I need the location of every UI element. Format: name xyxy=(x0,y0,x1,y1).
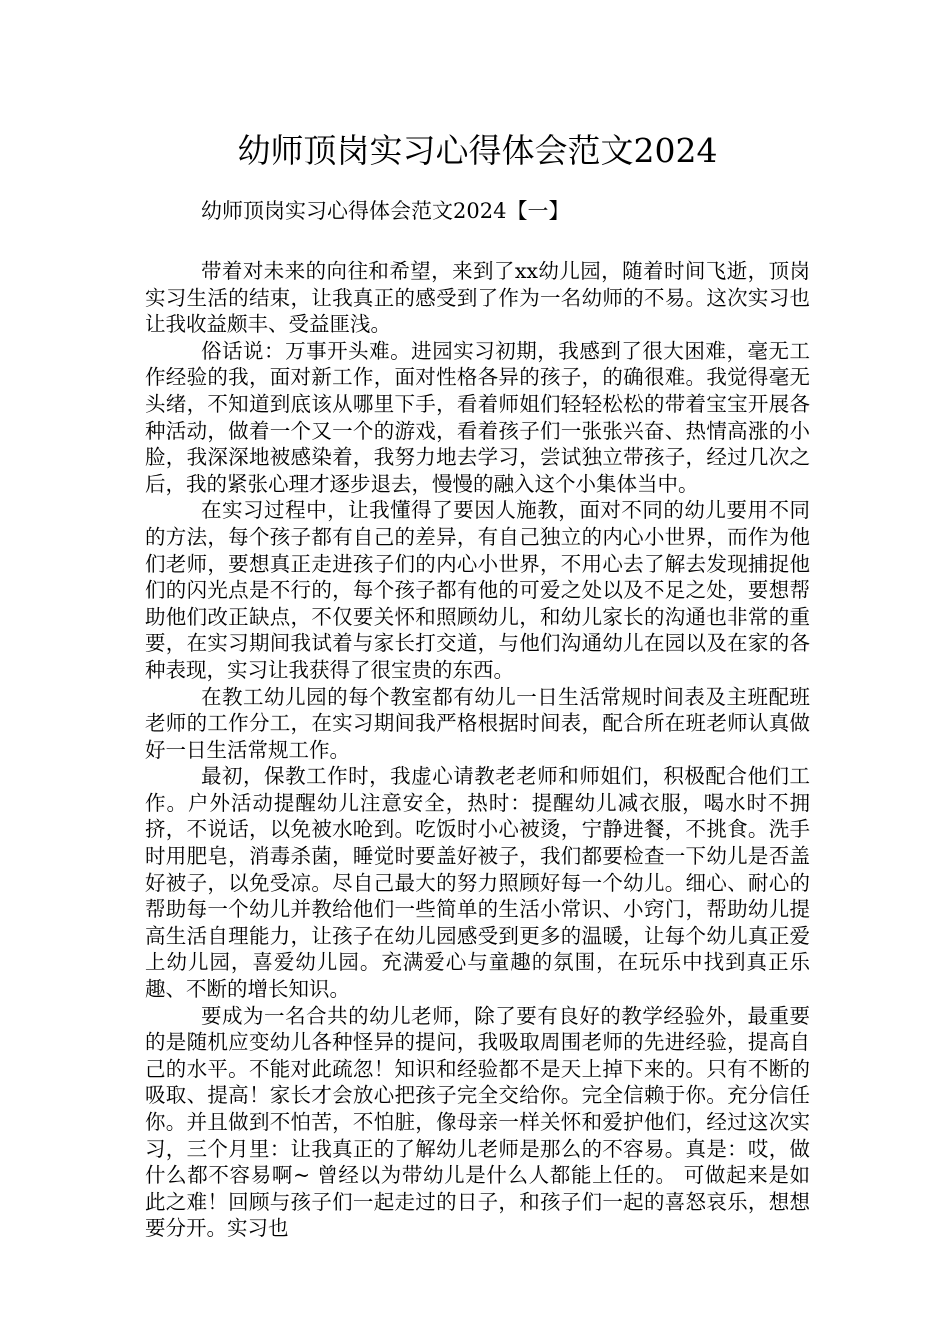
document-title: 幼师顶岗实习心得体会范文2024 xyxy=(237,131,718,170)
document-body xyxy=(145,258,810,1242)
paragraph-4: 在教工幼儿园的每个教室都有幼儿一日生活常规时间表及主班配班老师的工作分工，在实习期间我严格根据时间表，配合所在班老师认真做好一日生活常规工作。 xyxy=(145,684,810,762)
paragraph-2: 俗话说：万事开头难。进园实习初期，我感到了很大困难，毫无工作经验的我，面对新工作，面对性格各异的孩子，的确很难。我觉得毫无头绪，不知道到底该从哪里下手，看着师姐们轻轻松松的带着宝宝开展各种活动，做着一个又一个的游戏，看着孩子们一张张兴奋、热情高涨的小脸，我深深地被感染着，我努力地去学习，尝试独立带孩子，经过几次之后，我的紧张心理才逐步退去，慢慢的融入这个小集体当中。 xyxy=(145,338,810,496)
paragraph-6: 要成为一名合共的幼儿老师，除了要有良好的教学经验外，最重要的是随机应变幼儿各种怪异的提问，我吸取周围老师的先进经验，提高自己的水平。不能对此疏忽！知识和经验都不是天上掉下来的。只有不断的吸取、提高！家长才会放心把孩子完全交给你。完全信赖于你。充分信任你。并且做到不怕苦，不怕脏，像母亲一样关怀和爱护他们，经过这次实习，三个月里：让我真正的了解幼儿老师是那么的不容易。真是：哎，做什么都不容易啊~ 曾经以为带幼儿是什么人都能上任的。 可做起来是如此之难！回顾与孩子们一起走过的日子，和孩子们一起的喜怒哀乐，想想要分开。实习也 xyxy=(145,1003,810,1241)
document-page xyxy=(145,128,810,1242)
paragraph-5: 最初，保教工作时，我虚心请教老老师和师姐们，积极配合他们工作。户外活动提醒幼儿注意安全，热时：提醒幼儿减衣服，喝水时不拥挤，不说话，以免被水呛到。吃饭时小心被烫，宁静进餐，不挑食。洗手时用肥皂，消毒杀菌，睡觉时要盖好被子，我们都要检查一下幼儿是否盖好被子，以免受凉。尽自己最大的努力照顾好每一个幼儿。细心、耐心的帮助每一个幼儿并教给他们一些简单的生活小常识、小窍门，帮助幼儿提高生活自理能力，让孩子在幼儿园感受到更多的温暖，让每个幼儿真正爱上幼儿园，喜爱幼儿园。充满爱心与童趣的氛围，在玩乐中找到真正乐趣、不断的增长知识。 xyxy=(145,764,810,1002)
section-heading: 幼师顶岗实习心得体会范文2024【一】 xyxy=(201,199,570,223)
paragraph-3: 在实习过程中，让我懂得了要因人施教，面对不同的幼儿要用不同的方法，每个孩子都有自己的差异，有自己独立的内心小世界，而作为他们老师，要想真正走进孩子们的内心小世界，不用心去了解去发现捕捉他们的闪光点是不行的，每个孩子都有他的可爱之处以及不足之处，要想帮助他们改正缺点，不仅要关怀和照顾幼儿，和幼儿家长的沟通也非常的重要，在实习期间我试着与家长打交道，与他们沟通幼儿在园以及在家的各种表现，实习让我获得了很宝贵的东西。 xyxy=(145,498,810,682)
paragraph-1: 带着对未来的向往和希望，来到了xx幼儿园，随着时间飞逝，顶岗实习生活的结束，让我真正的感受到了作为一名幼师的不易。这次实习也让我收益颇丰、受益匪浅。 xyxy=(145,259,810,337)
